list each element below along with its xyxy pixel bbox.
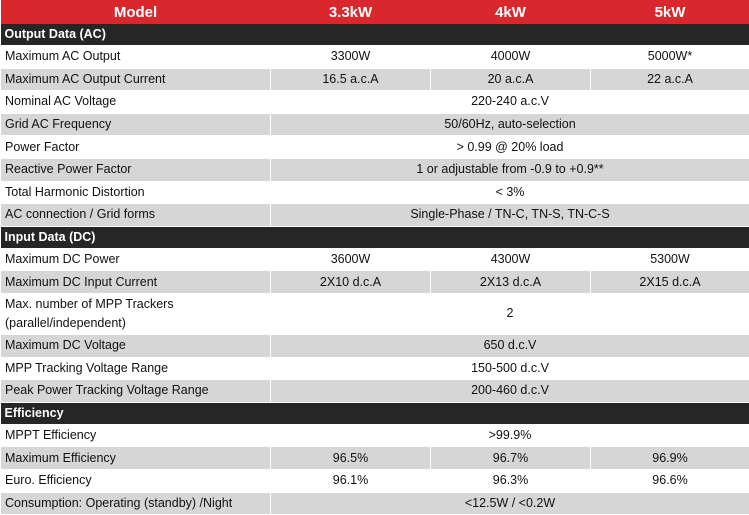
row-value: 22 a.c.A <box>591 68 749 91</box>
table-header-row <box>1 0 749 24</box>
row-label: Maximum AC Output <box>1 46 271 69</box>
section-title: Input Data (DC) <box>1 226 749 248</box>
section-title: Efficiency <box>1 402 749 424</box>
table-row <box>1 334 749 357</box>
row-value: 50/60Hz, auto-selection <box>271 113 749 136</box>
row-value: >99.9% <box>271 424 749 447</box>
row-label: Maximum Efficiency <box>1 447 271 470</box>
row-label: Maximum DC Input Current <box>1 271 271 294</box>
row-label: Total Harmonic Distortion <box>1 181 271 204</box>
table-row <box>1 158 749 181</box>
row-label <box>1 293 271 334</box>
row-value: 5300W <box>591 248 749 271</box>
row-value: 96.1% <box>271 469 431 492</box>
row-label: Power Factor <box>1 136 271 159</box>
row-value: 3600W <box>271 248 431 271</box>
table-row <box>1 113 749 136</box>
row-value: 220-240 a.c.V <box>271 91 749 114</box>
section-title: Output Data (AC) <box>1 24 749 46</box>
row-value: 2 <box>271 293 749 334</box>
row-value: 16.5 a.c.A <box>271 68 431 91</box>
row-value: <12.5W / <0.2W <box>271 492 749 515</box>
table-row <box>1 447 749 470</box>
section-efficiency <box>1 402 749 424</box>
header-model: Model <box>1 0 271 24</box>
row-label-line1: Max. number of MPP Trackers <box>5 297 174 311</box>
row-value: 96.6% <box>591 469 749 492</box>
row-label: Euro. Efficiency <box>1 469 271 492</box>
row-value: 5000W* <box>591 46 749 69</box>
table-row <box>1 424 749 447</box>
table-row <box>1 136 749 159</box>
row-value: > 0.99 @ 20% load <box>271 136 749 159</box>
header-5kw: 5kW <box>591 0 749 24</box>
table-row <box>1 293 749 334</box>
table-row <box>1 68 749 91</box>
row-value: 96.9% <box>591 447 749 470</box>
row-value: < 3% <box>271 181 749 204</box>
row-value: 3300W <box>271 46 431 69</box>
header-4kw: 4kW <box>431 0 591 24</box>
row-label: Peak Power Tracking Voltage Range <box>1 380 271 403</box>
row-value: 4000W <box>431 46 591 69</box>
header-3-3kw: 3.3kW <box>271 0 431 24</box>
row-label: MPPT Efficiency <box>1 424 271 447</box>
row-value: 96.3% <box>431 469 591 492</box>
row-label: Reactive Power Factor <box>1 158 271 181</box>
section-output-ac <box>1 24 749 46</box>
row-value: 2X15 d.c.A <box>591 271 749 294</box>
row-label-line2: (parallel/independent) <box>5 316 126 330</box>
table-row <box>1 271 749 294</box>
row-label: Nominal AC Voltage <box>1 91 271 114</box>
row-label: AC connection / Grid forms <box>1 204 271 227</box>
table-row <box>1 469 749 492</box>
row-label: Grid AC Frequency <box>1 113 271 136</box>
section-input-dc <box>1 226 749 248</box>
row-value: 2X13 d.c.A <box>431 271 591 294</box>
row-label: MPP Tracking Voltage Range <box>1 357 271 380</box>
row-label: Consumption: Operating (standby) /Night <box>1 492 271 515</box>
table-row <box>1 91 749 114</box>
row-value: Single-Phase / TN-C, TN-S, TN-C-S <box>271 204 749 227</box>
table-row <box>1 181 749 204</box>
row-value: 96.7% <box>431 447 591 470</box>
row-value: 650 d.c.V <box>271 334 749 357</box>
table-row <box>1 248 749 271</box>
row-value: 2X10 d.c.A <box>271 271 431 294</box>
row-label: Maximum AC Output Current <box>1 68 271 91</box>
row-value: 1 or adjustable from -0.9 to +0.9** <box>271 158 749 181</box>
table-row <box>1 357 749 380</box>
row-value: 200-460 d.c.V <box>271 380 749 403</box>
row-value: 20 a.c.A <box>431 68 591 91</box>
row-value: 4300W <box>431 248 591 271</box>
table-row <box>1 204 749 227</box>
table-row <box>1 492 749 515</box>
row-label: Maximum DC Voltage <box>1 334 271 357</box>
row-value: 96.5% <box>271 447 431 470</box>
table-row <box>1 380 749 403</box>
row-value: 150-500 d.c.V <box>271 357 749 380</box>
row-label: Maximum DC Power <box>1 248 271 271</box>
table-row <box>1 46 749 69</box>
